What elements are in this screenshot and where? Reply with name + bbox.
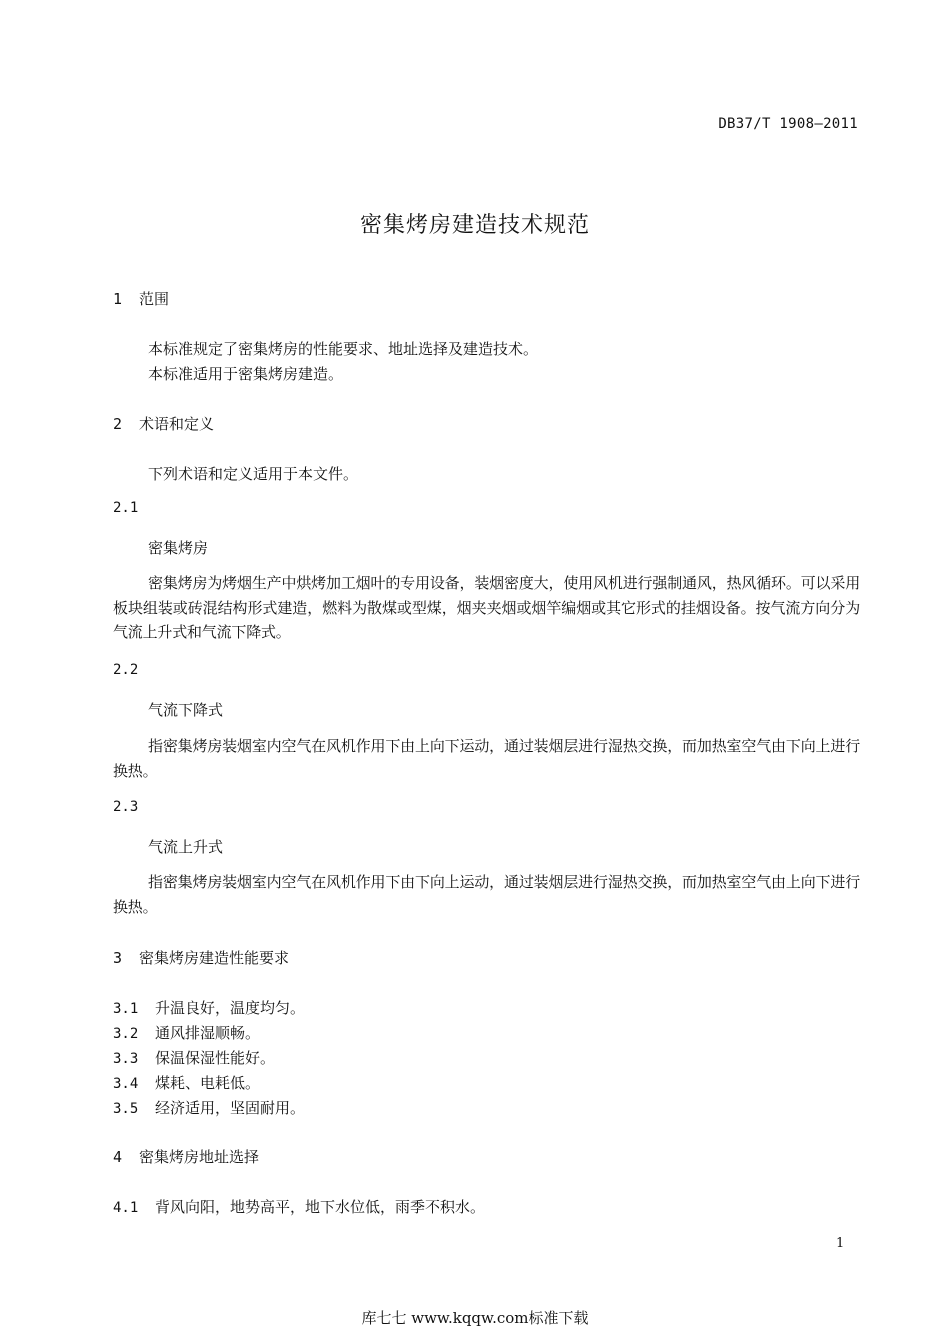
term-definition: 密集烤房为烤烟生产中烘烤加工烟叶的专用设备，装烟密度大，使用风机进行强制通风，热风循环。可以采用板块组装或砖混结构形式建造，燃料为散煤或型煤，烟夹夹烟或烟竿编烟或其它形式的挂烟设备。按气流方向分为气流上升式和气流下降式。	[113, 574, 860, 641]
section-1-heading	[113, 288, 169, 309]
term-name: 气流上升式	[148, 838, 224, 856]
paragraph: 下列术语和定义适用于本文件。	[148, 465, 359, 483]
section-3-heading	[113, 947, 289, 968]
term-name: 气流下降式	[148, 701, 224, 719]
item-number: 3.1	[113, 1001, 139, 1017]
item-text: 通风排湿顺畅。	[155, 1024, 261, 1042]
item-text: 升温良好，温度均匀。	[155, 999, 306, 1017]
list-item	[113, 1072, 260, 1093]
clause-number: 2.3	[113, 799, 139, 815]
paragraph: 本标准规定了密集烤房的性能要求、地址选择及建造技术。	[148, 340, 539, 358]
term-definition: 指密集烤房装烟室内空气在风机作用下由下向上运动，通过装烟层进行湿热交换，而加热室空气由上向下进行换热。	[113, 873, 860, 916]
list-item	[113, 1047, 275, 1068]
list-item	[113, 997, 305, 1018]
standard-code: DB37/T 1908—2011	[718, 116, 858, 132]
list-item	[113, 1022, 260, 1043]
section-title: 范围	[139, 290, 170, 308]
term-definition: 指密集烤房装烟室内空气在风机作用下由上向下运动，通过装烟层进行湿热交换，而加热室空气由下向上进行换热。	[113, 737, 860, 780]
item-number: 3.2	[113, 1026, 139, 1042]
list-item	[113, 1196, 485, 1217]
paragraph: 本标准适用于密集烤房建造。	[148, 365, 344, 383]
item-text: 背风向阳，地势高平，地下水位低，雨季不积水。	[155, 1198, 486, 1216]
clause-number: 2.2	[113, 662, 139, 678]
section-number: 3	[113, 949, 123, 967]
section-2-heading	[113, 413, 214, 434]
section-number: 2	[113, 415, 123, 433]
page-number: 1	[836, 1236, 845, 1251]
section-4-heading	[113, 1146, 259, 1167]
section-title: 密集烤房建造性能要求	[139, 949, 290, 967]
list-item	[113, 1097, 305, 1118]
section-number: 1	[113, 290, 123, 308]
footer-watermark: 库七七 www.kqqw.com标准下载	[361, 1309, 589, 1327]
item-number: 4.1	[113, 1200, 139, 1216]
item-number: 3.3	[113, 1051, 139, 1067]
document-title: 密集烤房建造技术规范	[359, 213, 590, 238]
item-number: 3.5	[113, 1101, 139, 1117]
item-text: 经济适用，坚固耐用。	[155, 1099, 306, 1117]
item-text: 煤耗、电耗低。	[155, 1074, 261, 1092]
item-number: 3.4	[113, 1076, 139, 1092]
clause-number: 2.1	[113, 500, 139, 516]
section-number: 4	[113, 1148, 123, 1166]
item-text: 保温保湿性能好。	[155, 1049, 276, 1067]
section-title: 术语和定义	[139, 415, 215, 433]
section-title: 密集烤房地址选择	[139, 1148, 260, 1166]
term-name: 密集烤房	[148, 539, 209, 557]
